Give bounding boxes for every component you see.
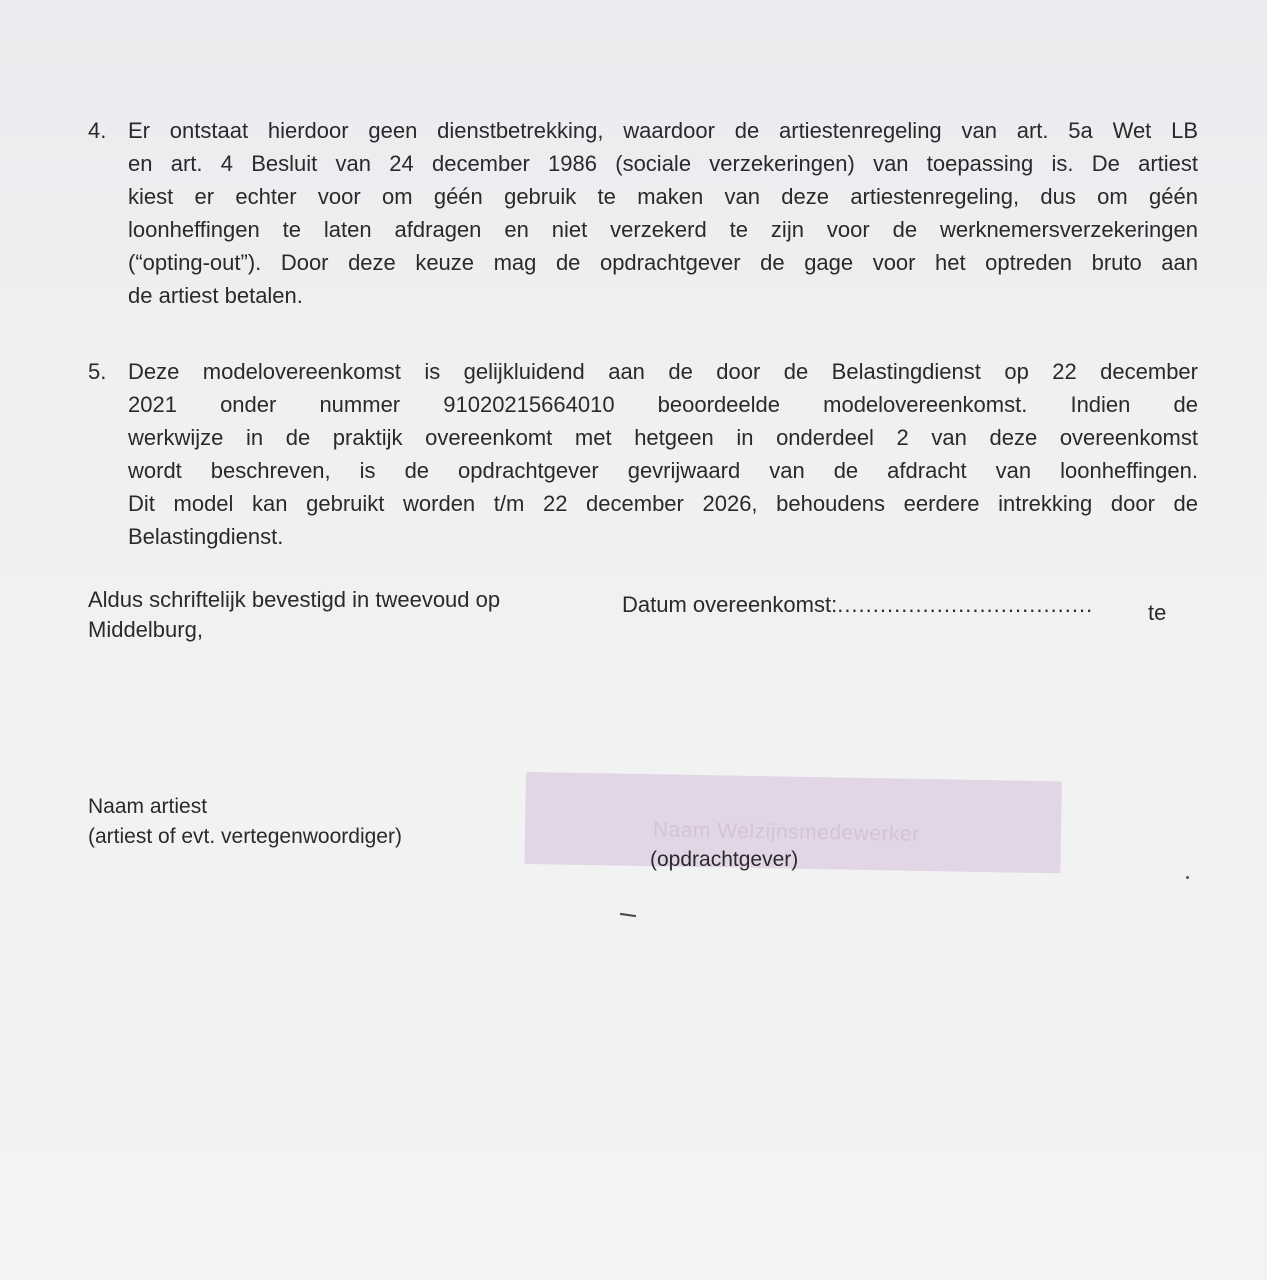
closing-line-2: Middelburg,: [88, 617, 203, 642]
dot-mark: [1186, 876, 1189, 879]
clause-4: [88, 114, 1198, 312]
clause-line: en art. 4 Besluit van 24 december 1986 (sociale verzekeringen) van toepassing is. De artiest: [128, 151, 1198, 176]
artist-sub-label: (artiest of evt. vertegenwoordiger): [88, 825, 402, 848]
clause-5: [88, 355, 1198, 553]
clause-line: Deze modelovereenkomst is gelijkluidend aan de door de Belastingdienst op 22 december: [128, 359, 1198, 384]
clause-line: (“opting-out”). Door deze keuze mag de opdrachtgever de gage voor het optreden bruto aan: [128, 250, 1198, 275]
client-label: (opdrachtgever): [650, 848, 799, 871]
pen-mark: [620, 913, 636, 917]
closing-te: te: [1148, 600, 1167, 625]
clause-line: Dit model kan gebruikt worden t/m 22 december 2026, behoudens eerdere intrekking door de: [128, 491, 1198, 516]
clause-text: [128, 114, 1198, 312]
date-fill-line: ....................................: [837, 592, 1094, 617]
closing-line-1: Aldus schriftelijk bevestigd in tweevoud op: [88, 587, 501, 612]
clause-line: werkwijze in de praktijk overeenkomt met hetgeen in onderdeel 2 van deze overeenkomst: [128, 425, 1198, 450]
artist-signature-block: [88, 792, 402, 852]
clause-line: Belastingdienst.: [128, 524, 284, 549]
clause-line: loonheffingen te laten afdragen en niet verzekerd te zijn voor de werknemersverzekeringen: [128, 217, 1198, 242]
clause-line: wordt beschreven, is de opdrachtgever gevrijwaard van de afdracht van loonheffingen.: [128, 458, 1198, 483]
clause-number: 4.: [88, 118, 107, 143]
clause-line: de artiest betalen.: [128, 283, 303, 308]
clause-line: kiest er echter voor om géén gebruik te maken van deze artiestenregeling, dus om géén: [128, 184, 1198, 209]
client-name-placeholder: Naam Welzijnsmedewerker: [652, 818, 920, 846]
date-label: Datum overeenkomst:: [622, 592, 838, 617]
clause-number: 5.: [88, 359, 107, 384]
agreement-date: [622, 590, 1182, 620]
clause-text: [128, 355, 1198, 553]
clause-line: Er ontstaat hierdoor geen dienstbetrekking, waardoor de artiestenregeling van art. 5a Wet LB: [128, 118, 1198, 143]
clause-line: 2021 onder nummer 91020215664010 beoordeelde modelovereenkomst. Indien de: [128, 392, 1198, 417]
closing-statement: [88, 585, 608, 645]
artist-name-label: Naam artiest: [88, 795, 208, 818]
